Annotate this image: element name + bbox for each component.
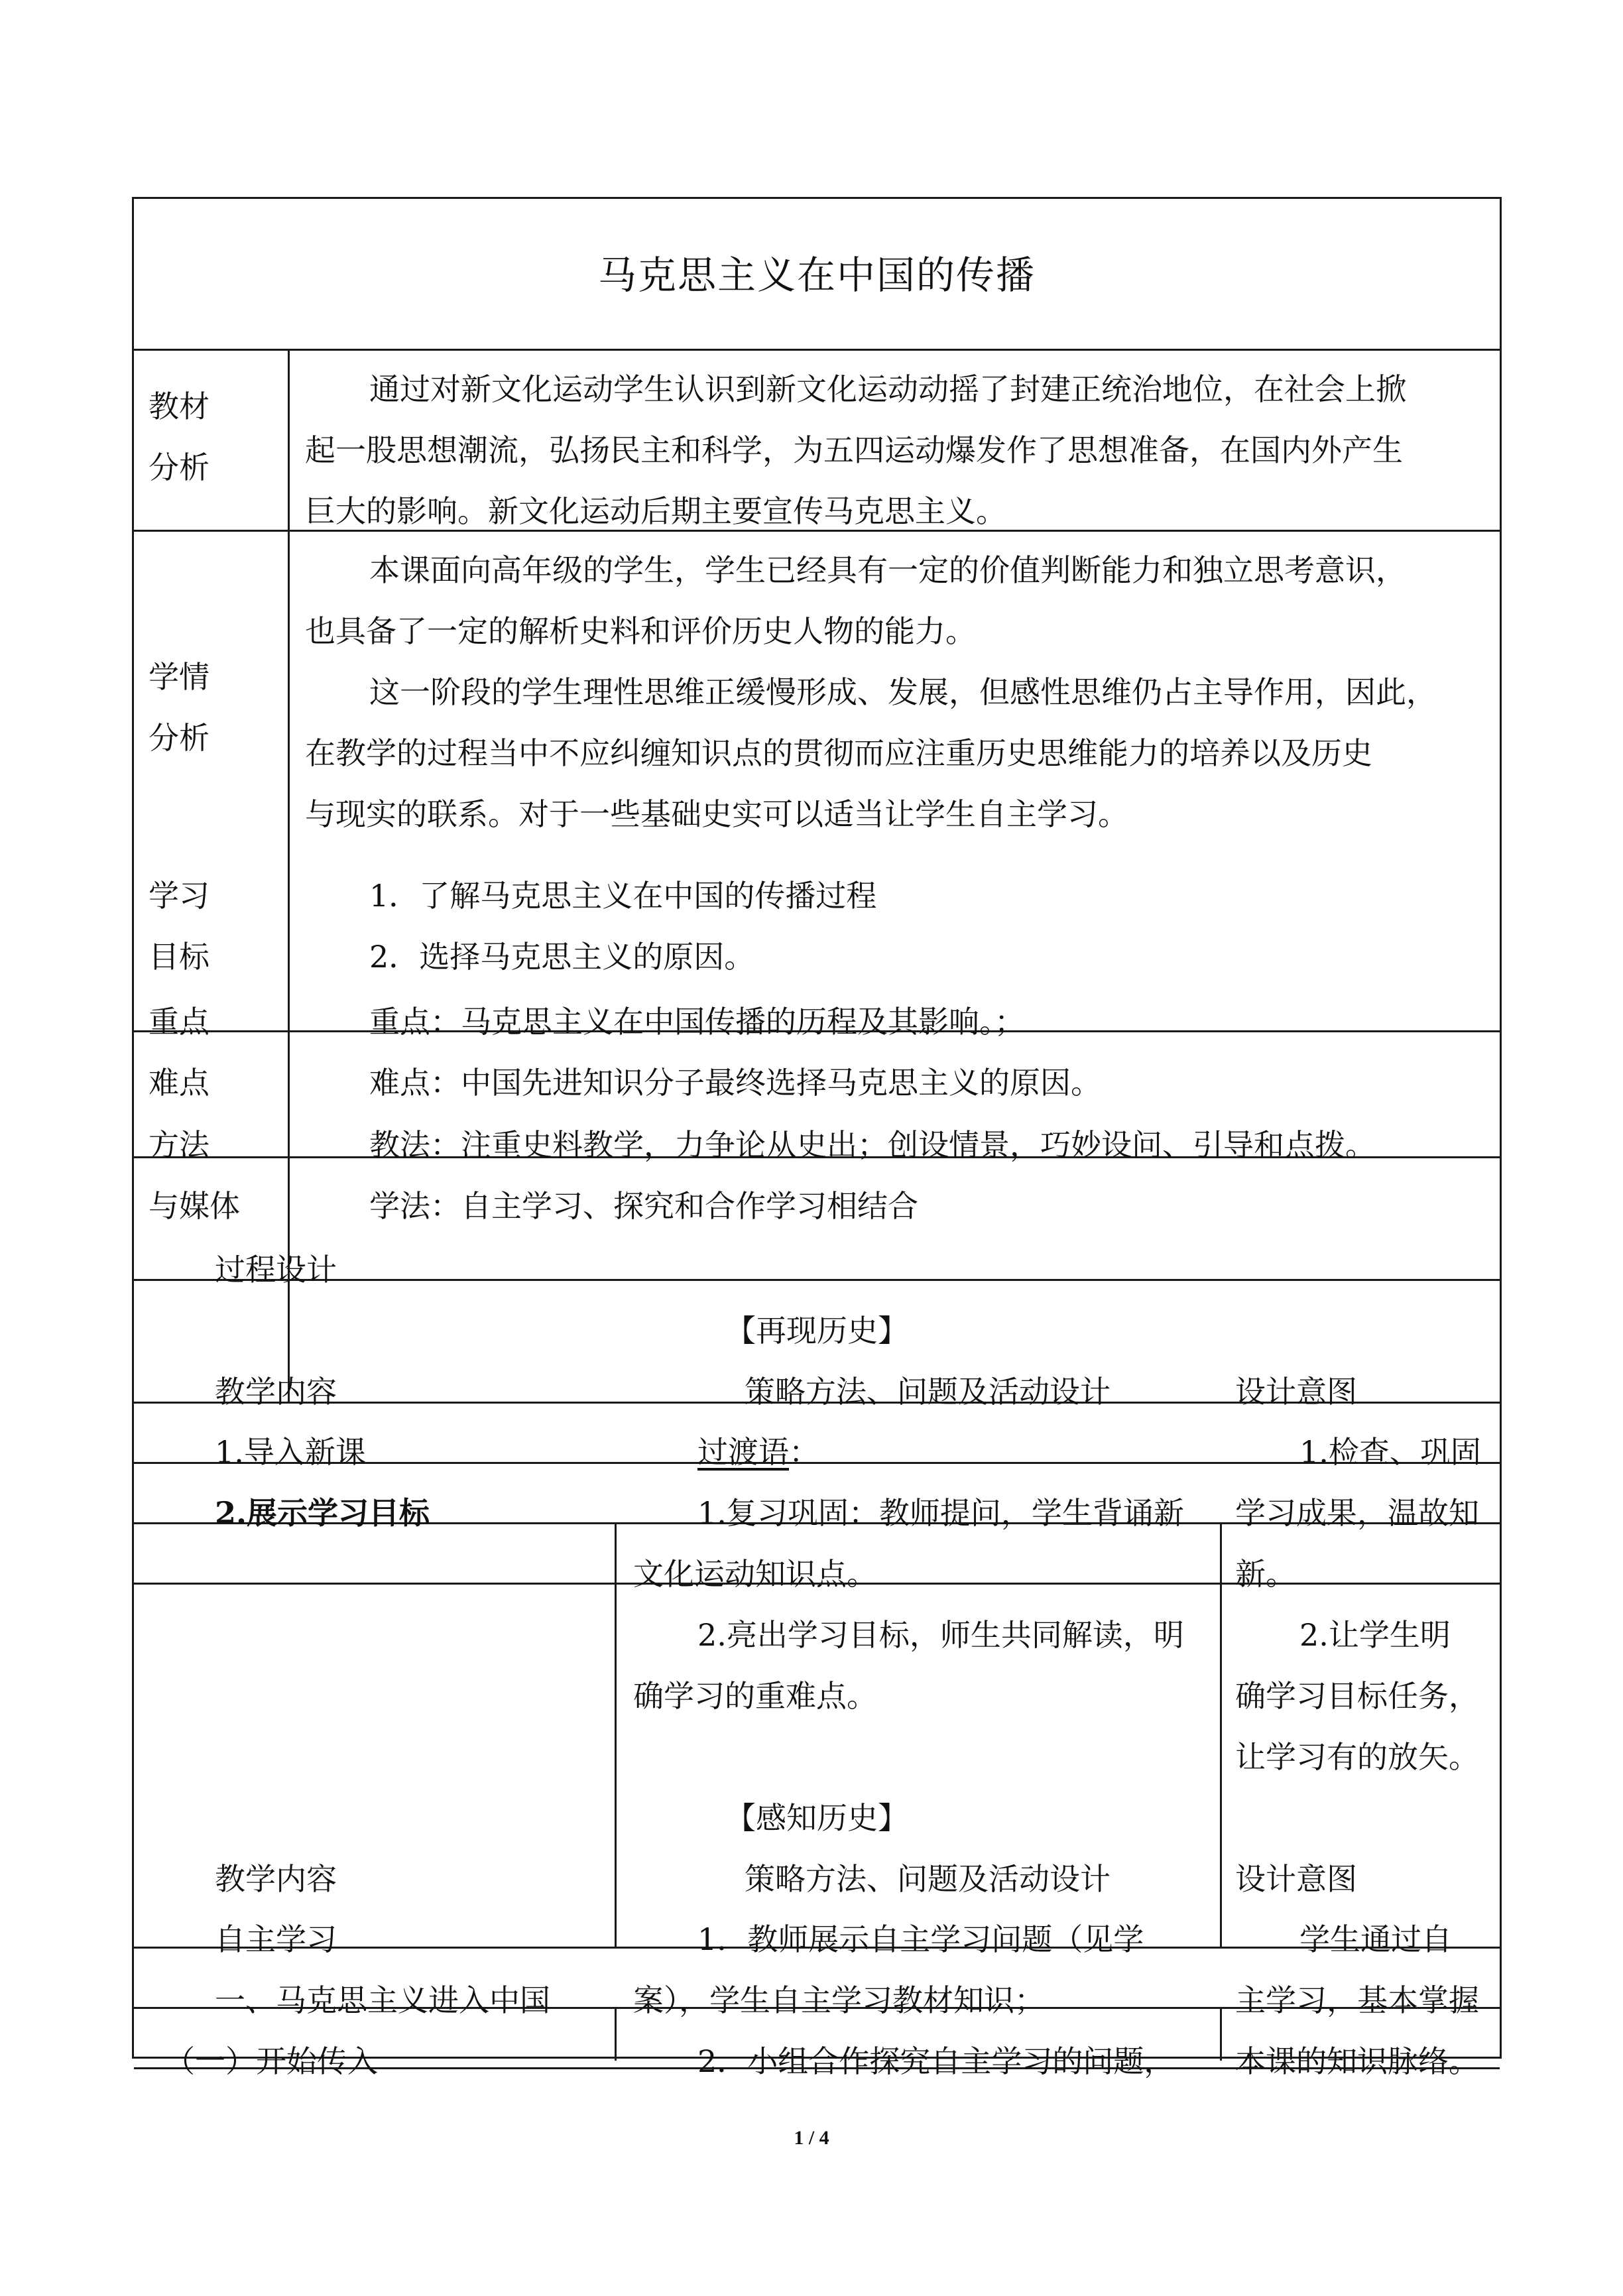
learner-text-line: 本课面向高年级的学生，学生已经具有一定的价值判断能力和独立思考意识，: [369, 552, 1406, 588]
strategy-line: [697, 1421, 819, 1482]
material-text-line: 起一股思想潮流，弘扬民主和科学，为五四运动爆发作了思想准备，在国内外产生: [305, 432, 1403, 468]
goal-item: 2．选择马克思主义的原因。: [369, 939, 755, 975]
row-label-material: 分析: [149, 450, 210, 485]
intent-line: 让学习有的放矢。: [1235, 1739, 1479, 1775]
intent-line: 2.让学生明: [1299, 1617, 1451, 1653]
intent-line: 确学习目标任务，: [1235, 1678, 1479, 1714]
row-label-learner: 学情: [149, 659, 210, 695]
content-item: （一）开始传入: [164, 2043, 378, 2079]
strategy-line: 文化运动知识点。: [633, 1556, 877, 1592]
row-label-keypoints: 重点: [149, 1004, 210, 1040]
goal-item: 1．了解马克思主义在中国的传播过程: [369, 878, 877, 914]
strategy-line: 2.亮出学习目标，师生共同解读，明: [697, 1617, 1184, 1653]
key-point-item: 重点：马克思主义在中国传播的历程及其影响。；: [369, 1004, 1025, 1040]
method-item: 教法：注重史料教学，力争论从史出；创设情景，巧妙设问、引导和点拨。: [369, 1127, 1376, 1163]
row-label-methods: 方法: [149, 1127, 210, 1163]
strategy-line: 1.复习巩固：教师提问，学生背诵新: [697, 1495, 1184, 1531]
content-item: 2.展示学习目标: [215, 1495, 430, 1531]
colon: ：: [789, 1434, 819, 1470]
column-header-strategy: 策略方法、问题及活动设计: [745, 1861, 1111, 1897]
intent-line: 学习成果，温故知: [1235, 1495, 1479, 1531]
column-header-intent: 设计意图: [1235, 1861, 1357, 1897]
process-design-label: 过程设计: [215, 1252, 337, 1288]
strategy-line: 1．教师展示自主学习问题（见学: [697, 1921, 1144, 1957]
row-label-keypoints: 难点: [149, 1065, 210, 1101]
column-header-content: 教学内容: [215, 1374, 337, 1410]
row-label-learner: 分析: [149, 720, 210, 756]
intent-line: 学生通过自: [1299, 1921, 1452, 1957]
content-item: 自主学习: [215, 1921, 337, 1957]
transition-phrase: 过渡语: [697, 1434, 789, 1470]
row-label-material: 教材: [149, 389, 210, 424]
column-header-intent: 设计意图: [1235, 1374, 1357, 1410]
row-label-goals: 目标: [149, 939, 210, 975]
learner-text-line: 这一阶段的学生理性思维正缓慢形成、发展，但感性思维仍占主导作用，因此，: [369, 674, 1437, 710]
learner-text-line: 在教学的过程当中不应纠缠知识点的贯彻而应注重历史思维能力的培养以及历史: [305, 735, 1372, 771]
section-title-perceive: 【感知历史】: [725, 1800, 908, 1836]
intent-line: 新。: [1235, 1556, 1296, 1592]
intent-line: 主学习，基本掌握: [1235, 1982, 1479, 2018]
column-header-content: 教学内容: [215, 1861, 337, 1897]
intent-line: 本课的知识脉络。: [1235, 2043, 1479, 2079]
learner-text-line: 也具备了一定的解析史料和评价历史人物的能力。: [305, 613, 976, 649]
intent-line: 1.检查、巩固: [1299, 1434, 1481, 1470]
content-item: 一、马克思主义进入中国: [215, 1982, 550, 2018]
strategy-line: 2．小组合作探究自主学习的问题，: [697, 2043, 1175, 2079]
learner-text-line: 与现实的联系。对于一些基础史实可以适当让学生自主学习。: [305, 796, 1128, 832]
method-item: 学法：自主学习、探究和合作学习相结合: [369, 1188, 918, 1224]
key-point-item: 难点：中国先进知识分子最终选择马克思主义的原因。: [369, 1065, 1101, 1101]
row-label-goals: 学习: [149, 878, 210, 914]
strategy-line: 案），学生自主学习教材知识；: [633, 1982, 1045, 2018]
column-header-strategy: 策略方法、问题及活动设计: [745, 1374, 1111, 1410]
page-number: 1 / 4: [794, 2127, 829, 2149]
strategy-line: 确学习的重难点。: [633, 1678, 877, 1714]
section-title-recall: 【再现历史】: [725, 1313, 908, 1349]
lesson-plan-table: [132, 197, 1502, 2079]
material-text-line: 巨大的影响。新文化运动后期主要宣传马克思主义。: [305, 493, 1006, 529]
row-label-methods: 与媒体: [149, 1188, 240, 1224]
content-item: 1.导入新课: [215, 1434, 366, 1470]
material-text-line: 通过对新文化运动学生认识到新文化运动动摇了封建正统治地位，在社会上掀: [369, 371, 1406, 407]
document-title: 马克思主义在中国的传播: [597, 253, 1036, 298]
